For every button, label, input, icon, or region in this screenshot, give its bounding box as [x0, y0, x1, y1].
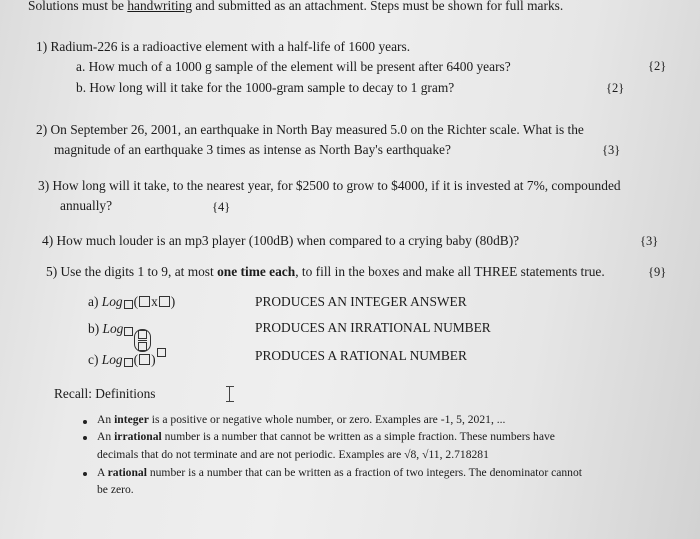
- definition-integer: [97, 413, 505, 427]
- log-expression-c: c) Log ( ): [88, 348, 166, 368]
- instructions-header: [28, 0, 563, 14]
- times-sign: x: [151, 294, 158, 309]
- definition-rational-line2: be zero.: [97, 483, 134, 496]
- definition-irrational: [97, 430, 555, 444]
- question-5-points: {9}: [648, 265, 667, 279]
- question-2-points: {3}: [602, 143, 621, 157]
- question-5-bold: one time each: [217, 264, 296, 279]
- argument-box-c[interactable]: [139, 354, 150, 365]
- bullet-3: [83, 472, 87, 476]
- base-box-b[interactable]: [124, 327, 133, 336]
- question-2-line1: 2) On September 26, 2001, an earthquake in North Bay measured 5.0 on the Richter scale. What is the: [36, 122, 584, 137]
- fraction-bar: [138, 340, 147, 341]
- base-box-c[interactable]: [124, 358, 133, 367]
- def3-pre: A: [97, 466, 108, 479]
- log-c-text: Log: [101, 352, 123, 367]
- factor-box-a2[interactable]: [159, 296, 170, 307]
- def2-bold: irrational: [114, 430, 162, 443]
- recall-title: Recall: Definitions: [54, 386, 156, 401]
- definition-irrational-line2: decimals that do not terminate and are not periodic. Examples are √8, √11, 2.718281: [97, 448, 489, 461]
- question-3-line1: 3) How long will it take, to the nearest year, for $2500 to grow to $4000, if it is invested at 7%, compounded: [38, 178, 621, 193]
- part-a-label: a): [88, 294, 99, 309]
- question-4: 4) How much louder is an mp3 player (100dB) when compared to a crying baby (80dB)?: [42, 233, 520, 248]
- question-2-line2: magnitude of an earthquake 3 times as intense as North Bay's earthquake?: [54, 142, 451, 157]
- def3-bold: rational: [107, 466, 147, 479]
- question-5-before: 5) Use the digits 1 to 9, at most: [46, 264, 218, 279]
- question-1b: b. How long will it take for the 1000-gram sample to decay to 1 gram?: [76, 80, 455, 95]
- bullet-2: [83, 436, 87, 440]
- def2-post: number is a number that cannot be written as a simple fraction. These numbers have: [161, 430, 555, 443]
- def3-post: number is a number that can be written as a fraction of two integers. The denominator cannot: [146, 466, 582, 479]
- instructions-underlined: handwriting: [127, 0, 193, 13]
- part-b-label: b): [88, 321, 100, 336]
- question-4-points: {3}: [640, 234, 659, 248]
- def2-pre: An: [97, 430, 115, 443]
- def1-bold: integer: [114, 413, 149, 426]
- log-b-text: Log: [102, 321, 124, 336]
- definition-rational: [97, 466, 582, 480]
- question-3-line2: annually?: [60, 198, 113, 213]
- instructions-after: and submitted as an attachment. Steps must be shown for full marks.: [192, 0, 564, 13]
- log-expression-a: a) Log ( x ): [88, 294, 176, 309]
- instructions-before: Solutions must be: [28, 0, 128, 13]
- question-1: 1) Radium-226 is a radioactive element with a half-life of 1600 years.: [36, 39, 411, 54]
- statement-b: PRODUCES AN IRRATIONAL NUMBER: [255, 320, 491, 335]
- part-c-label: c): [88, 352, 99, 367]
- question-1a-points: {2}: [648, 59, 667, 73]
- text-cursor-icon: [226, 386, 234, 402]
- bullet-1: [83, 420, 87, 424]
- question-5-after: , to fill in the boxes and make all THREE statements true.: [295, 264, 605, 279]
- question-5: [46, 264, 605, 280]
- question-1b-points: {2}: [606, 81, 625, 95]
- statement-a: PRODUCES AN INTEGER ANSWER: [255, 294, 467, 309]
- statement-c: PRODUCES A RATIONAL NUMBER: [255, 348, 467, 363]
- def1-pre: An: [97, 413, 115, 426]
- def1-post: is a positive or negative whole number, or zero. Examples are -1, 5, 2021, ...: [148, 413, 506, 426]
- factor-box-a1[interactable]: [139, 296, 150, 307]
- question-1a: a. How much of a 1000 g sample of the element will be present after 6400 years?: [76, 59, 511, 74]
- numerator-box-b[interactable]: [138, 330, 147, 339]
- log-a-text: Log: [101, 294, 123, 309]
- base-box-a[interactable]: [124, 300, 133, 309]
- exponent-box-c[interactable]: [157, 348, 166, 357]
- question-3-points: {4}: [212, 200, 231, 214]
